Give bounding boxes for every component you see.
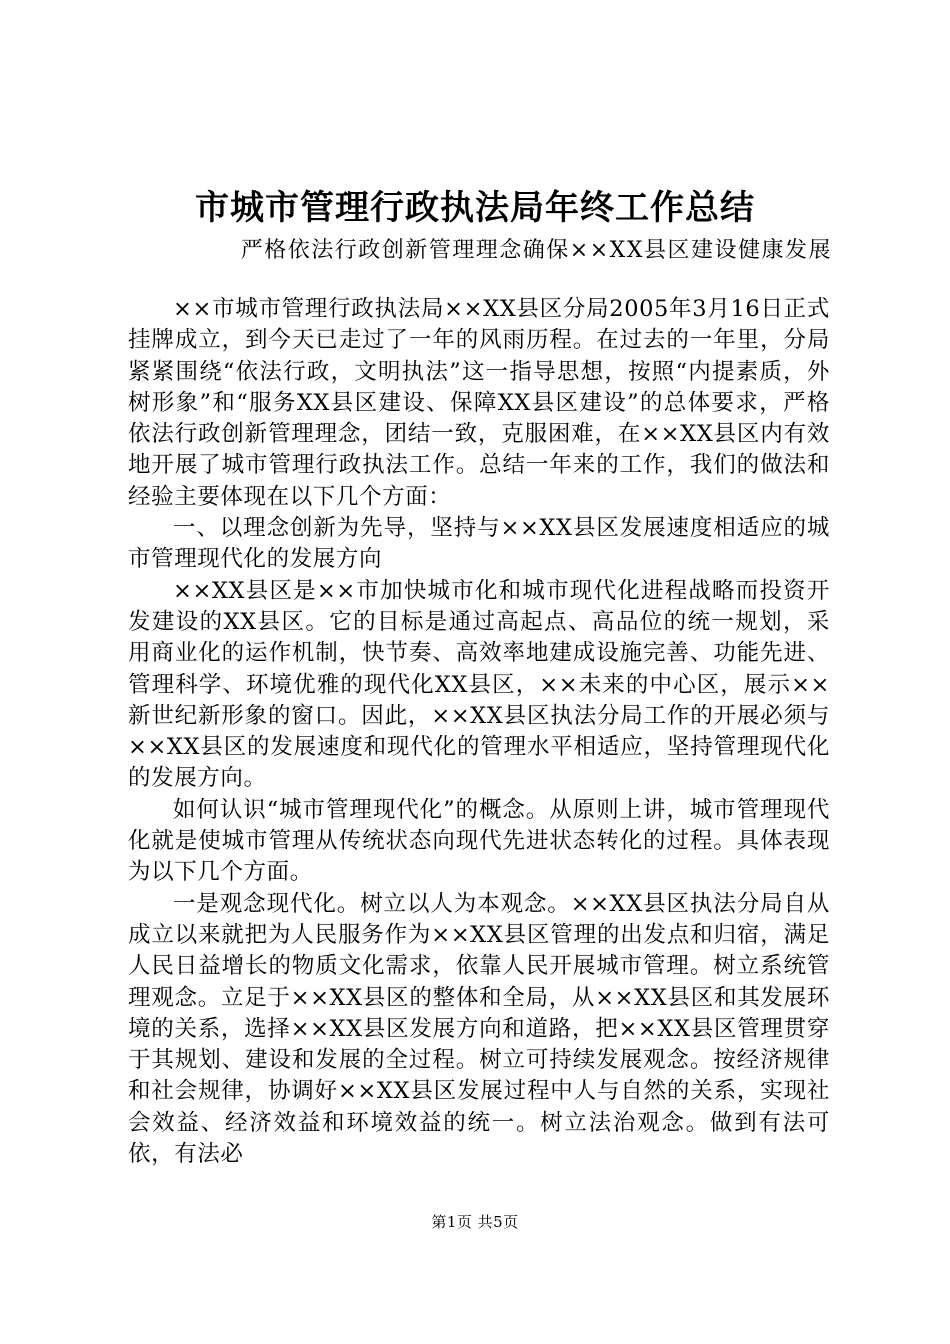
document-title: 市城市管理行政执法局年终工作总结 [195, 188, 755, 228]
document-body [128, 294, 830, 1170]
paragraph-intro: ××市城市管理行政执法局××XX县区分局2005年3月16日正式挂牌成立，到今天已走过了一年的风雨历程。在过去的一年里，分局紧紧围绕“依法行政，文明执法”这一指导思想，按照“内提素质，外树形象”和“服务XX县区建设、保障XX县区建设”的总体要求，严格依法行政创新管理理念，团结一致，克服困难，在××XX县区内有效地开展了城市管理行政执法工作。总结一年来的工作，我们的做法和经验主要体现在以下几个方面： [128, 296, 830, 510]
paragraph-district-goal: ××XX县区是××市加快城市化和城市现代化进程战略而投资开发建设的XX县区。它的目标是通过高起点、高品位的统一规划，采用商业化的运作机制，快节奏、高效率地建成设施完善、功能先进、管理科学、环境优雅的现代化XX县区，××未来的中心区，展示××新世纪新形象的窗口。因此，××XX县区执法分局工作的开展必须与××XX县区的发展速度和现代化的管理水平相适应，坚持管理现代化的发展方向。 [128, 577, 830, 792]
paragraph-section-heading: 一、以理念创新为先导，坚持与××XX县区发展速度相适应的城市管理现代化的发展方向 [128, 515, 830, 573]
paragraph-concept-modernization: 一是观念现代化。树立以人为本观念。××XX县区执法分局自从成立以来就把为人民服务作为××XX县区管理的出发点和归宿，满足人民日益增长的物质文化需求，依靠人民开展城市管理。树立系统管理观念。立足于××XX县区的整体和全局，从××XX县区和其发展环境的关系，选择××XX县区发展方向和道路，把××XX县区管理贯穿于其规划、建设和发展的全过程。树立可持续发展观念。按经济规律和社会规律，协调好××XX县区发展过程中人与自然的关系，实现社会效益、经济效益和环境效益的统一。树立法治观念。做到有法可依，有法必 [128, 890, 830, 1168]
paragraph-modernization-concept: 如何认识“城市管理现代化”的概念。从原则上讲，城市管理现代化就是使城市管理从传统状态向现代先进状态转化的过程。具体表现为以下几个方面。 [128, 796, 830, 886]
document-subtitle: 严格依法行政创新管理理念确保××XX县区建设健康发展 [240, 238, 832, 263]
page-number: 第1页 共5页 [431, 1213, 519, 1231]
